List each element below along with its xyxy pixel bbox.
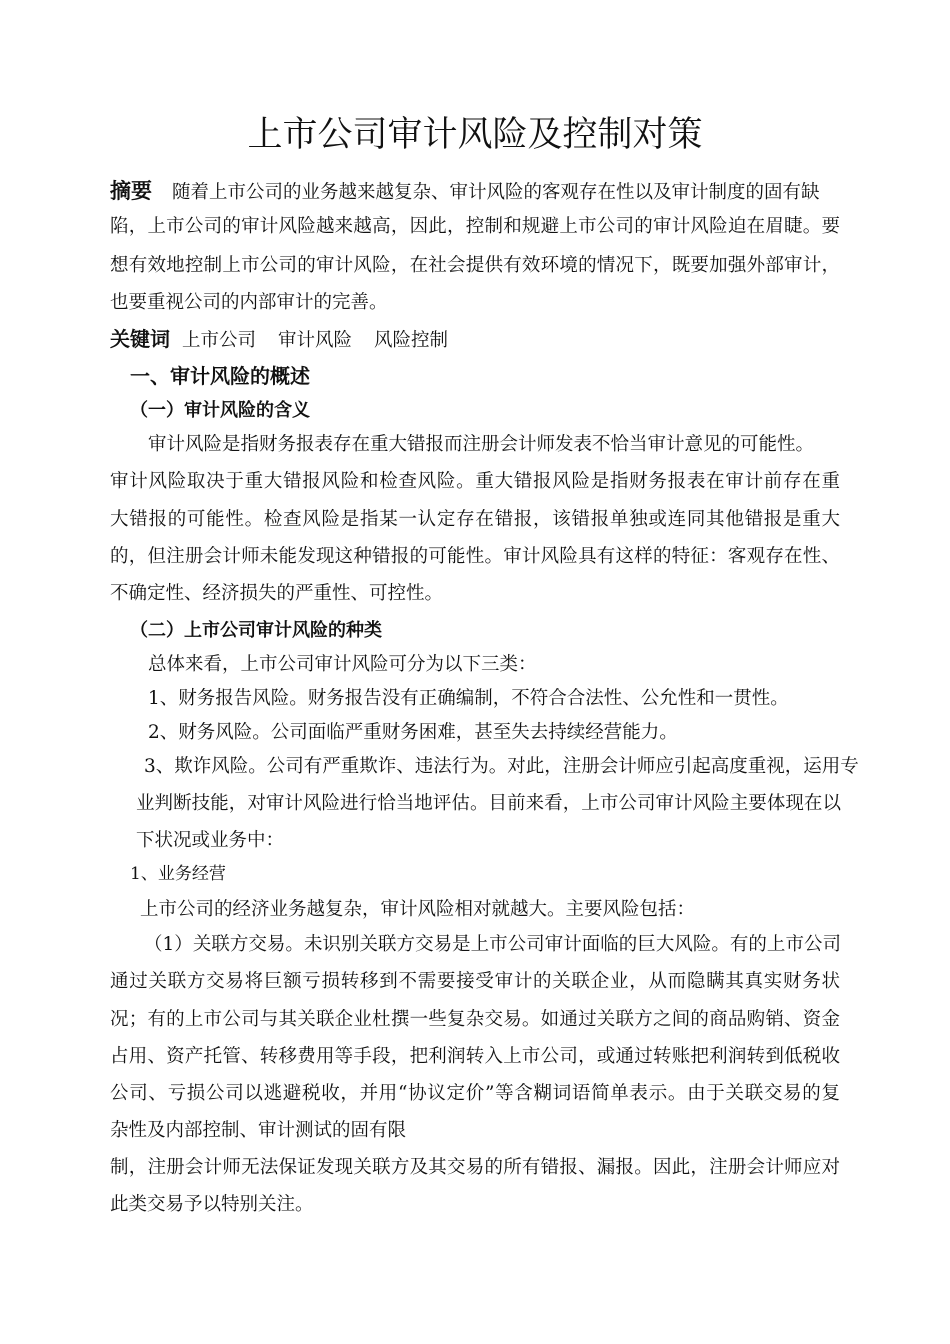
paragraph-line: 制，注册会计师无法保证发现关联方及其交易的所有错报、漏报。因此，注册会计师应对 (110, 1157, 840, 1178)
abstract-line: 也要重视公司的内部审计的完善。 (110, 292, 388, 313)
document-title: 上市公司审计风险及控制对策 (247, 115, 703, 155)
paragraph-line: 此类交易予以特别关注。 (110, 1194, 314, 1215)
paragraph-line: 公司、亏损公司以逃避税收，并用“协议定价”等含糊词语简单表示。由于关联交易的复 (110, 1083, 840, 1104)
paragraph-line: 审计风险是指财务报表存在重大错报而注册会计师发表不恰当审计意见的可能性。 (148, 434, 815, 455)
paragraph-line: 的，但注册会计师未能发现这种错报的可能性。审计风险具有这样的特征：客观存在性、 (110, 546, 840, 567)
paragraph-line: 占用、资产托管、转移费用等手段，把利润转入上市公司，或通过转账把利润转到低税收 (110, 1046, 840, 1067)
keywords-row (110, 329, 448, 351)
abstract-line: 想有效地控制上市公司的审计风险，在社会提供有效环境的情况下，既要加强外部审计， (110, 255, 840, 276)
list-item: 下状况或业务中： (136, 830, 285, 851)
paragraph-line: 通过关联方交易将巨额亏损转移到不需要接受审计的关联企业，从而隐瞒其真实财务状 (110, 971, 840, 992)
paragraph-line: 况；有的上市公司与其关联企业杜撰一些复杂交易。如通过关联方之间的商品购销、资金 (110, 1009, 840, 1030)
list-item: 3、欺诈风险。公司有严重欺诈、违法行为。对此，注册会计师应引起高度重视，运用专 (144, 756, 859, 777)
paragraph-line: 不确定性、经济损失的严重性、可控性。 (110, 583, 444, 604)
paragraph-line: 总体来看，上市公司审计风险可分为以下三类： (148, 654, 537, 675)
list-item: 业判断技能，对审计风险进行恰当地评估。目前来看，上市公司审计风险主要体现在以 (136, 793, 841, 814)
keywords-label: 关键词 (110, 327, 170, 351)
paragraph-line: 大错报的可能性。检查风险是指某一认定存在错报，该错报单独或连同其他错报是重大 (110, 509, 840, 530)
paragraph-line: 杂性及内部控制、审计测试的固有限 (110, 1120, 407, 1141)
list-item: 1、财务报告风险。财务报告没有正确编制，不符合合法性、公允性和一贯性。 (148, 688, 789, 709)
list-item: 2、财务风险。公司面临严重财务困难，甚至失去持续经营能力。 (148, 722, 678, 743)
subsection-heading: （一）审计风险的含义 (130, 400, 310, 421)
abstract-line: 陷，上市公司的审计风险越来越高，因此，控制和规避上市公司的审计风险迫在眉睫。要 (110, 216, 840, 237)
paragraph-line: 审计风险取决于重大错报风险和检查风险。重大错报风险是指财务报表在审计前存在重 (110, 471, 840, 492)
keyword-item: 审计风险 (278, 330, 353, 351)
abstract-line: 随着上市公司的业务越来越复杂、审计风险的客观存在性以及审计制度的固有缺 (172, 182, 820, 203)
abstract-label: 摘要 (110, 179, 152, 203)
abstract-first-line (110, 181, 820, 203)
keyword-item: 上市公司 (182, 330, 257, 351)
paragraph-line: 上市公司的经济业务越复杂，审计风险相对就越大。主要风险包括： (140, 899, 696, 920)
subsection-heading: 1、业务经营 (130, 864, 226, 884)
subsection-heading: （二）上市公司审计风险的种类 (130, 620, 382, 641)
keyword-item: 风险控制 (374, 330, 449, 351)
section-heading: 一、审计风险的概述 (130, 364, 310, 388)
paragraph-line: （1）关联方交易。未识别关联方交易是上市公司审计面临的巨大风险。有的上市公司 (144, 934, 841, 955)
